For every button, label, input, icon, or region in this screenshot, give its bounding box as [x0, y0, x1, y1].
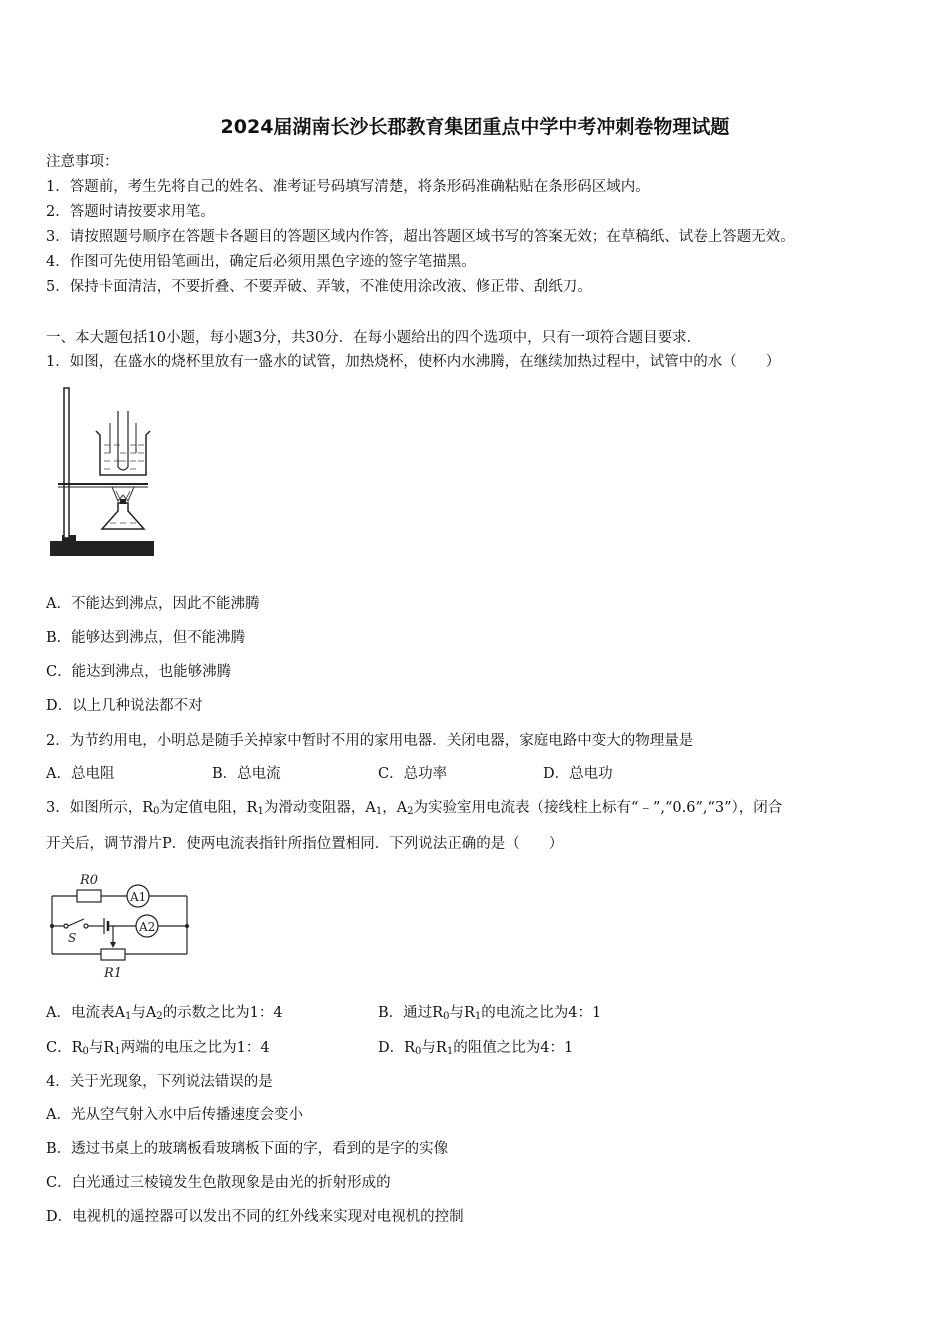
switch-s: [68, 919, 84, 926]
notice-item: 1．答题前，考生先将自己的姓名、准考证号码填写清楚，将条形码准确粘贴在条形码区域内。: [46, 179, 650, 195]
option-a: A．电流表$A_1$与$A_2$的示数之比为1：4: [46, 1005, 283, 1022]
a2-label: A2: [139, 920, 156, 934]
option-b: B．总电流: [212, 766, 281, 782]
s-label: S: [68, 931, 77, 945]
option-a: A．光从空气射入水中后传播速度会变小: [46, 1107, 303, 1123]
option-b: B．通过$R_0$与$R_1$的电流之比为4：1: [378, 1005, 602, 1022]
question-stem: 1．如图，在盛水的烧杯里放有一盛水的试管，加热烧杯，使杯内水沸腾，在继续加热过程中，试管中的水（ ）: [46, 354, 781, 370]
boiling-apparatus-figure: [48, 383, 158, 561]
resistor-r0: [77, 890, 101, 902]
section-heading: 一、本大题包括10小题，每小题3分，共30分．在每小题给出的四个选项中，只有一项符合题目要求．: [46, 330, 702, 346]
stand-rod: [64, 388, 69, 538]
option-a: A．总电阻: [46, 766, 115, 782]
a1-label: A1: [130, 890, 147, 904]
notice-item: 5．保持卡面清洁，不要折叠、不要弄破、弄皱，不准使用涂改液、修正带、刮纸刀。: [46, 279, 592, 295]
flame: [112, 487, 134, 501]
stand-base: [50, 541, 154, 556]
test-tube: [118, 467, 128, 470]
question-stem: 4．关于光现象，下列说法错误的是: [46, 1074, 273, 1090]
option-b: B．透过书桌上的玻璃板看玻璃板下面的字，看到的是字的实像: [46, 1141, 449, 1157]
notice-heading: 注意事项：: [46, 154, 119, 170]
option-d: D．$R_0$与$R_1$的阻值之比为4：1: [378, 1040, 574, 1057]
rheostat-r1: [101, 949, 125, 960]
option-c: C．$R_0$与$R_1$两端的电压之比为1：4: [46, 1040, 270, 1057]
option-b: B．能够达到沸点，但不能沸腾: [46, 630, 246, 646]
option-c: C．白光通过三棱镜发生色散现象是由光的折射形成的: [46, 1175, 391, 1191]
option-c: C．能达到沸点，也能够沸腾: [46, 664, 232, 680]
page-title: 2024届湖南长沙长郡教育集团重点中学中考冲刺卷物理试题: [220, 116, 730, 138]
alcohol-lamp: [102, 503, 144, 529]
r0-label: R0: [80, 873, 99, 888]
notice-item: 2．答题时请按要求用笔。: [46, 204, 215, 220]
r1-label: R1: [104, 966, 123, 981]
question-stem: 3．如图所示，$R_0$为定值电阻，$R_1$为滑动变阻器，$A_1$，$A_2$为实验室用电流表（接线柱上标有“﹣”,“0.6”,“3”），闭合: [46, 800, 783, 817]
question-stem: 2．为节约用电，小明总是随手关掉家中暂时不用的家用电器．关闭电器，家庭电路中变大的物理量是: [46, 733, 694, 749]
option-a: A．不能达到沸点，因此不能沸腾: [46, 596, 260, 612]
notice-item: 3．请按照题号顺序在答题卡各题目的答题区域内作答，超出答题区域书写的答案无效；在草稿纸、试卷上答题无效。: [46, 229, 795, 245]
question-stem-line2: 开关后，调节滑片P．使两电流表指针所指位置相同．下列说法正确的是（ ）: [46, 836, 564, 852]
notice-item: 4．作图可先使用铅笔画出，确定后必须用黑色字迹的签字笔描黑。: [46, 254, 476, 270]
option-d: D．电视机的遥控器可以发出不同的红外线来实现对电视机的控制: [46, 1209, 464, 1225]
circuit-diagram-figure: [44, 866, 194, 982]
option-d: D．总电功: [543, 766, 613, 782]
option-c: C．总功率: [378, 766, 448, 782]
option-d: D．以上几种说法都不对: [46, 698, 203, 714]
